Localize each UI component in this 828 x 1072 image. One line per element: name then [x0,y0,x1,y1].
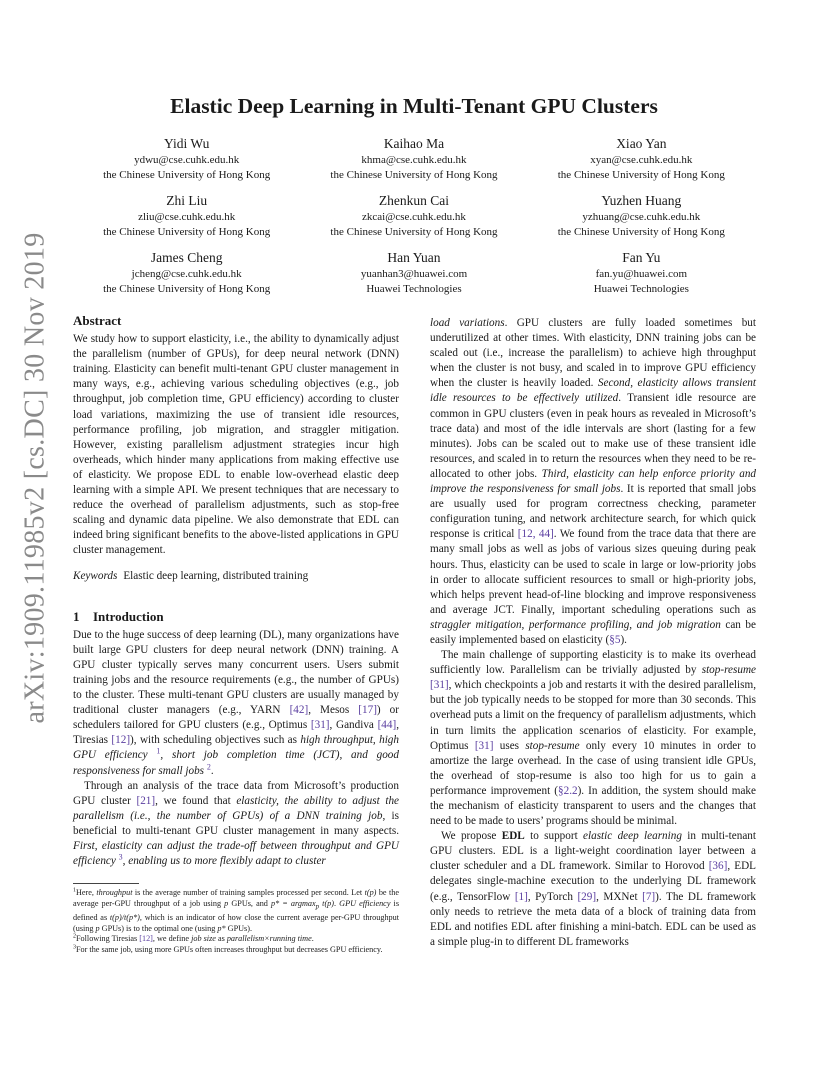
text: to support [524,830,584,843]
intro-paragraph-1 [73,628,399,779]
keywords [73,569,399,584]
author-affiliation: Huawei Technologies [366,283,462,295]
citation-link[interactable]: [21] [136,794,156,807]
footnote-divider [73,883,139,884]
citation-link[interactable]: [12, 44] [517,528,554,541]
text: , Gandiva [329,719,378,732]
author-email: fan.yu@huawei.com [595,268,688,280]
text: The main challenge of supporting elasticity is to make its overhead sufficiently low. Parallelism can be trivially adjusted by [430,649,756,677]
author-email: zliu@cse.cuhk.edu.hk [138,211,236,223]
math: t(p)/t(p*) [109,913,140,923]
text: GPUs) is to the optimal one (using [99,923,218,933]
author-affiliation: the Chinese University of Hong Kong [103,226,271,238]
emphasis: job size [191,934,216,944]
author-name: Zhi Liu [166,193,208,208]
author-block [73,193,300,240]
author-email: zkcai@cse.cuhk.edu.hk [362,211,466,223]
paper-title: Elastic Deep Learning in Multi-Tenant GPU Clusters [170,94,658,118]
author-block [528,136,755,183]
text: , we found that [155,794,237,807]
author-block [73,250,300,297]
text: ) or schedulers tailored for GPU clusters (e.g., Optimus [73,704,399,732]
author-name: Xiao Yan [616,136,667,151]
footnote-3 [73,945,399,956]
math: p* [217,923,226,933]
text: , MXNet [596,890,643,903]
footnote-ref-link[interactable]: 1 [156,746,161,756]
text: as [215,934,227,944]
text: ). In addition, the system should make the mechanism of elasticity transparent to users and the changes that need to be made to users’ programs should be minimal. [430,784,756,828]
citation-link[interactable]: [17] [358,704,377,717]
math: p* = argmax [271,898,316,908]
author-name: Fan Yu [622,250,661,265]
text: . It is reported that small jobs are usually used for program correctness checking, parameter configuration tuning, and network architecture search, for which quick response is critical [430,483,757,541]
citation-link[interactable]: [36] [708,860,728,873]
text: , we define [152,934,192,944]
text: be the average per-GPU throughput of a job using [73,888,399,908]
text: is defined as [73,898,400,923]
author-name: Yidi Wu [163,136,210,151]
author-name: Yuzhen Huang [601,193,682,208]
emphasis: First, elasticity can adjust the trade-off between throughput and GPU efficiency [73,840,399,868]
text: , which is an indicator of how close the current average per-GPU throughput (using [73,913,399,933]
citation-link[interactable]: [7] [642,890,656,903]
author-name: Kaihao Ma [383,136,445,151]
text: . [210,764,214,777]
text: Here, [76,888,97,898]
author-affiliation: the Chinese University of Hong Kong [103,283,271,295]
citation-link[interactable]: [42] [289,704,309,717]
citation-link[interactable]: [31] [310,719,330,732]
text: only every 10 minutes in order to amortize the large overhead. In the case of using transient idle GPUs, the overhead of stop-resume is also too high for us to gain a performance improvement ( [430,739,756,797]
intro-paragraph-2 [73,779,399,870]
section-heading-introduction [73,609,399,624]
footnote-number: 1 [73,887,76,894]
text: is the average number of training samples processed per second. Let [132,888,365,898]
emphasis: stop-resume [525,739,580,752]
author-block [73,136,300,183]
abstract-text: We study how to support elasticity, i.e., the ability to dynamically adjust the parallelism (number of GPUs), for deep neural network (DNN) training. Elasticity can benefit multi-tenant GPU cluster management in many ways, e.g., achieving various scheduling objectives (e.g., job throughput, job completion time, GPU efficiency) according to cluster load variations, maximizing the use of transient idle resources, performance profiling, job migration, and straggler mitigation. However, existing parallelism adjustment strategies incur high overheads, which hinder many applications from making effective use of elasticity. We propose EDL to enable low-overhead elastic deep learning with a simple API. We present techniques that are necessary to reduce the overhead of parallelism adjustments, such as stop-free scaling and dynamic data pipeline. We also demonstrate that EDL can indeed bring significant benefits to the above-listed applications in GPU cluster management. [73,333,399,557]
abstract-heading: Abstract [73,313,122,328]
math: t(p) [319,898,334,908]
author-email: yzhuang@cse.cuhk.edu.hk [582,211,701,223]
math: p [95,923,100,933]
keywords-label: Keywords [73,569,118,582]
section-title: Introduction [93,608,164,624]
citation-link[interactable]: [31] [474,739,494,752]
text: . [311,934,314,944]
author-email: ydwu@cse.cuhk.edu.hk [134,154,240,166]
author-affiliation: the Chinese University of Hong Kong [330,169,498,181]
text: ). [620,633,627,646]
author-name: Zhenkun Cai [378,193,450,208]
math: t(p) [364,888,377,898]
math: p [224,898,229,908]
footnote-ref-link[interactable]: 2 [206,761,211,771]
emphasis: elastic deep learning [583,830,682,843]
right-column [430,316,756,950]
author-block [300,136,527,183]
text: . GPU clusters are fully loaded sometimes but underutilized at other times. With elasticity, DNN training jobs can be scaled out (i.e., increase the parallelism) to achieve high throughput when the cluster is not busy, and scaled in to improve GPU efficiency when the cluster is heavily loaded. [430,317,756,390]
emphasis: parallelism×running time [226,934,312,944]
author-name: Han Yuan [387,250,441,265]
emphasis: straggler mitigation, performance profiling, and job migration [430,618,721,631]
text: , Tiresias [73,719,400,747]
emphasis: elasticity, the ability to adjust the parallelism (i.e., the number of GPUs) of a DNN training job [73,794,400,822]
text: Due to the huge success of deep learning (DL), many organizations have built large GPU clusters for deep neural network (DNN) training. A GPU cluster typically serves many concurrent users. Users submit training jobs and the resource requirements (e.g., the number of GPUs) to the cluster. These multi-tenant GPU clusters are usually managed by traditional cluster managers (e.g., YARN [73,628,399,717]
author-email: xyan@cse.cuhk.edu.hk [590,154,693,166]
text: . [334,898,340,908]
intro-paragraph-4 [430,829,756,950]
text: , which checkpoints a job and restarts it with the desired parallelism, but the job typically needs to be stopped for more than 30 seconds. This overhead puts a limit on the frequency of parallelism adjustments, which in turn limits the application scenarios of elasticity. For example, Optimus [430,679,756,752]
text: , EDL delegates single-machine execution to the underlying DL framework (e.g., TensorFlow [430,860,756,903]
text: GPUs). [225,923,252,933]
text: , Mesos [308,704,359,717]
emphasis: high throughput, high GPU efficiency [73,734,399,762]
emphasis: stop-resume [701,664,756,677]
intro-paragraph-3 [430,648,756,829]
emphasis: load variations [430,317,505,329]
author-block [300,193,527,240]
author-block [300,250,527,297]
text: Following Tiresias [76,934,140,944]
arxiv-identifier: arXiv:1909.11985v2 [cs.DC] 30 Nov 2019 [19,232,51,724]
text: We propose [441,830,502,843]
text: in multi-tenant GPU clusters. EDL is a light-weight coordination layer between a cluster scheduler and a DL framework. Similar to Horovod [430,830,756,873]
text: For the same job, using more GPUs often increases throughput but decreases GPU efficiency. [76,944,383,954]
section-link[interactable]: §5 [609,633,621,646]
footnote-2 [73,934,399,945]
text: Through an analysis of the trace data from Microsoft’s production GPU cluster [73,779,399,807]
footnote-number: 3 [73,944,76,951]
text: GPUs, and [228,898,271,908]
emphasis: , enabling us to more flexibly adapt to cluster [122,855,326,868]
text: uses [493,739,526,752]
intro-paragraph-continued [430,316,756,648]
keywords-text: Elastic deep learning, distributed training [123,569,309,582]
emphasis: Third, elasticity can help enforce priority and improve the responsiveness for small jobs [430,467,757,496]
author-email: jcheng@cse.cuhk.edu.hk [131,268,242,280]
author-affiliation: Huawei Technologies [593,283,689,295]
citation-link[interactable]: [44] [377,719,397,732]
emphasis: throughput [96,888,133,898]
text: . We found from the trace data that there are many small jobs as well as jobs of various sizes queuing during peak hours. Thus, elasticity can be used to scale in large or low-priority jobs in order to allocate sufficient resources to small or high-priority jobs, which helps prevent head-of-line blocking and improve responsiveness and average JCT. Finally, important scheduling operations such as [430,528,756,616]
author-email: yuanhan3@huawei.com [360,268,468,280]
citation-link[interactable]: [31] [430,679,449,692]
footnote-ref-link[interactable]: 3 [118,852,123,862]
math-subscript: p [315,903,320,911]
citation-link[interactable]: [12] [139,934,153,944]
system-name: EDL [501,830,525,843]
author-block [528,193,755,240]
section-link[interactable]: §2.2 [558,784,578,797]
citation-link[interactable]: [12] [111,734,131,747]
section-number: 1 [73,608,80,624]
text: , PyTorch [527,890,578,903]
text: can be easily implemented based on elasticity ( [430,618,756,646]
author-affiliation: the Chinese University of Hong Kong [103,169,271,181]
text: , is beneficial to multi-tenant GPU cluster management in many aspects. [73,809,399,837]
text: ). The DL framework only needs to retrieve the meta data of a block of training data from EDL and notifies EDL after finishing a mini-batch. EDL can be used as a simple plug-in to different DL frameworks [430,890,757,948]
emphasis: , short job completion time (JCT), and good responsiveness for small jobs [73,749,399,777]
author-list [73,136,755,297]
author-affiliation: the Chinese University of Hong Kong [557,226,725,238]
author-email: khma@cse.cuhk.edu.hk [361,154,467,166]
author-affiliation: the Chinese University of Hong Kong [330,226,498,238]
arxiv-stamp [14,232,56,724]
left-column [73,313,399,955]
citation-link[interactable]: [1] [514,890,528,903]
emphasis: GPU efficiency [339,898,391,908]
author-name: James Cheng [150,250,223,265]
text: . Transient idle resource are common in GPU clusters (even in peak hours as revealed in Microsoft’s trace data) and most of the idle intervals are short (lasting for a few minutes). Jobs can be scaled out to make use of these transient idle resources, and scaled in to return the resources when they need to be re-allocated to other jobs. [430,392,756,480]
citation-link[interactable]: [29] [577,890,597,903]
footnote-number: 2 [73,933,76,940]
footnote-1 [73,888,399,934]
emphasis: Second, elasticity allows transient idle resources to be effectively utilized [430,377,756,405]
text: ), with scheduling objectives such as [130,734,301,747]
author-affiliation: the Chinese University of Hong Kong [557,169,725,181]
author-block [528,250,755,297]
